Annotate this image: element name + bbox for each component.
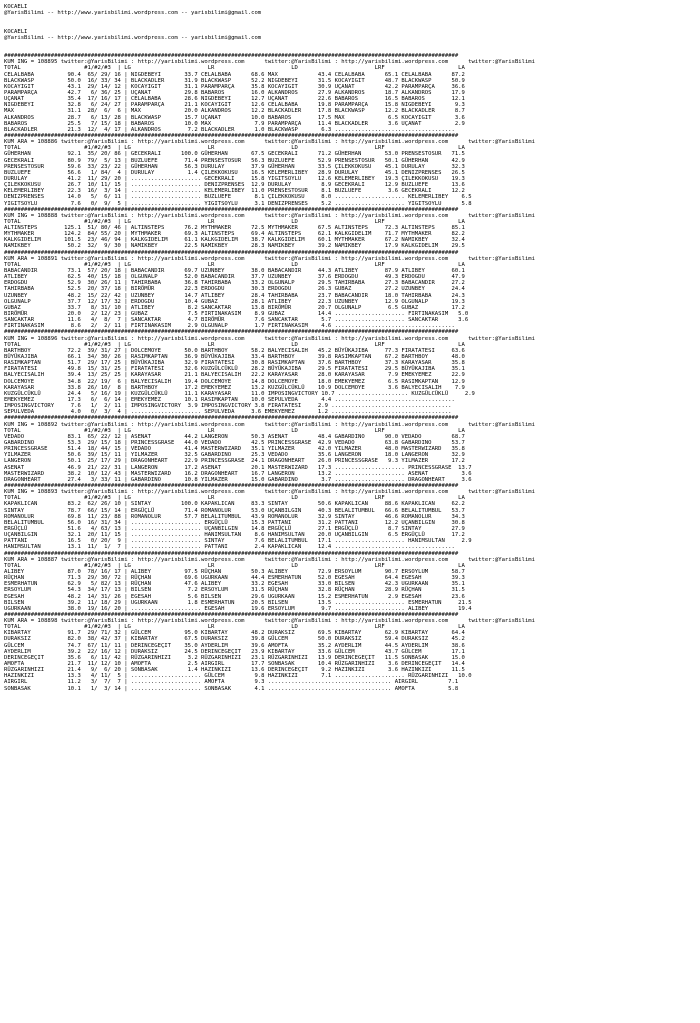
report-line: ######################################################################################################################################## <box>4 249 459 256</box>
report-line: @YarisBilimi -- http://www.yarisbilimi.wordpress.com -- yarisbilimi@gmail.com <box>4 34 262 41</box>
report-line: @YarisBilimi -- http://www.yarisbilimi.wordpress.com -- yarisbilimi@gmail.com <box>4 10 262 17</box>
report-line: KUM ING = 108892 twitter:@YarisBilimi : http://yarisbilimi.wordpress.com twitter:@YarisBilimi : http://yarisbilimi.wordpress.com twitter:@YarisBilimi <box>4 421 535 428</box>
report-line: ALKANDROS 28.7 6/ 13/ 28 | BLACKWASP 15.7 UÇANAT 10.0 BABAROS 17.5 MAX 6.5 KOCAYIGIT 3.6 <box>4 114 465 121</box>
report-line: AYDERLIM 39.2 22/ 16/ 12 | DURAKSIZ 24.5 DERINCEGEÇIT 23.9 KIBARTAY 33.6 GÜLCEM 43.7 GÜLCEM 17.1 <box>4 648 465 655</box>
report-line: DURAKSIZ 82.0 38/ 42/ 37 | KIBARTAY 67.5 DURAKSIZ 39.8 GÜLCEM 50.0 DURAKSIZ 59.4 DURAKSIZ 45.2 <box>4 636 465 643</box>
report-line: SANCAKTAR 11.6 4/ 8/ 7 | SANCAKTAR 4.7 BIRÖMÜR 7.6 SANCAKTAR 5.7 ..................... SANCAKTAR 3.6 <box>4 317 469 324</box>
report-line: KIBARTAY 91.7 29/ 71/ 32 | GÜLCEM 95.0 KIBARTAY 48.2 DURAKSIZ 69.5 KIBARTAY 62.9 KIBARTAY 64.4 <box>4 630 465 637</box>
report-line: SINTAY 78.7 66/ 15/ 14 | ERGÜÇLÜ 71.4 ROMANOLUR 53.0 UÇANBILGIN 40.3 BELALITUMBUL 66.6 BELALITUMBUL 53.7 <box>4 507 465 514</box>
report-line: ERDOGDU 52.9 30/ 26/ 11 | TAHIRBABA 36.8 TAHIRBABA 33.2 OLGUNALP 29.5 TAHIRBABA 27.3 BABACANDIR 27.2 <box>4 280 465 287</box>
report-line: ERGÜÇLÜ 51.6 4/ 63/ 13 | ..................... UÇANBILGIN 14.8 ERGÜÇLÜ 27.1 ERGÜÇLÜ 8.7 SINTAY 27.9 <box>4 525 465 532</box>
report-line: BABAROS 25.5 7/ 15/ 18 | BABAROS 10.0 MAX 7.9 PARAMPARÇA 11.4 BLACKADLER 3.6 UÇANAT 2.9 <box>4 120 465 127</box>
report-line: EGESAH 48.2 14/ 31/ 26 | EGESAH 5.6 BILSEN 29.6 UGURKAAN 15.2 ESMERHATUN 2.9 EGESAH 23.6 <box>4 593 465 600</box>
report-line: BELALITUMBUL 56.0 16/ 31/ 34 | ..................... ERGÜÇLÜ 15.3 PATTANI 31.2 PATTANI 12.2 UÇANBILGIN 30.8 <box>4 519 465 526</box>
report-line: KUM ARA = 108886 twitter:@YarisBilimi : http://yarisbilimi.wordpress.com twitter:@YarisBilimi : http://yarisbilimi.wordpress.com twitter:@YarisBilimi <box>4 139 535 146</box>
report-line: SONBASAK 10.1 1/ 3/ 14 | ..................... SONBASAK 4.1 ..................................... AMOFTA 5.8 <box>4 685 459 692</box>
report-line: TOTAL #1/#2/#3 | LG LR LD LRF LA <box>4 261 465 268</box>
report-line: KOCAYIGIT 43.1 29/ 14/ 12 | KOCAYIGIT 31.1 PARAMPARÇA 35.8 KOCAYIGIT 30.9 UÇANAT 42.2 PARAMPARÇA 36.6 <box>4 83 465 90</box>
report-line: KAPAKLICAN 83.2 62/ 26/ 10 | SINTAY 100.0 KAPAKLICAN 83.3 SINTAY 50.6 KAPAKLICAN 88.6 KAPAKLICAN 62.2 <box>4 501 465 508</box>
report-line: FIRATATESI 49.8 15/ 31/ 25 | FIRATATESI 32.6 KUZGÜLCÜKLÜ 28.2 BÜYÜKAJIBA 29.5 FIRATATESI 29.5 BÜYÜKAJIBA 35.1 <box>4 366 465 373</box>
report-line: TOTAL #1/#2/#3 | LG LR LD LRF LA <box>4 562 465 569</box>
report-line: DURULAY 41.2 11/ 29/ 20 | ..................... GECEKRALI 15.8 YIGITSOYLU 12.6 KELEMERLIBEY 19.3 ÇILEKKOKUSU 19.3 <box>4 175 465 182</box>
report-line: RÜÇHAN 71.3 29/ 30/ 72 | RÜÇHAN 69.6 UGURKAAN 44.4 ESMERHATUN 52.0 EGESAH 64.4 EGESAH 39.3 <box>4 575 465 582</box>
report-line: PRENSESTOSUR 59.6 33/ 23/ 22 | GÜHERHAN 56.3 DURULAY 37.9 GÜHERHAN 33.5 ÇILEKKOKUSU 45.1 DURULAY 32.3 <box>4 163 465 170</box>
report-line: MAX 31.1 28/ 6/ 6 | MAX 20.0 ALKANDROS 12.2 BLACKADLER 17.8 BLACKWASP 12.2 BLACKADLER 8.7 <box>4 108 465 115</box>
report-line: GÜLCEM 74.7 67/ 11/ 11 | DERINCEGEÇIT 35.0 AYDERLIM 39.6 AMOFTA 35.2 AYDERLIM 44.5 AYDERLIM 38.6 <box>4 642 465 649</box>
report-line: ALTINSTEPS 125.1 51/ 80/ 46 | ALTINSTEPS 76.2 MYTHMAKER 72.5 MYTHMAKER 67.5 ALTINSTEPS 72.3 ALTINSTEPS 85.1 <box>4 225 465 232</box>
report-line: YIGITSOYLU 7.6 0/ 9/ 5 | ..................... YIGITSOYLU 3.1 DENIZPRENSES 5.2 ..................... YIGITSOYLU 5.8 <box>4 200 472 207</box>
report-line: PATTANI 16.5 0/ 20/ 9 | ..................... SINTAY 7.6 BELALITUMBUL 17.1 ..................... HANIMSULTAN 2.9 <box>4 538 472 545</box>
report-line: ######################################################################################################################################## <box>4 482 459 489</box>
report-line: BUZLUEFE 56.6 1/ 84/ 4 | DURULAY 1.4 ÇILEKKOKUSU 16.5 KELEMERLIBEY 28.9 DURULAY 45.1 DENIZPRENSES 26.5 <box>4 169 465 176</box>
report-line: TOTAL #1/#2/#3 | LG LR LD LRF LA <box>4 495 465 502</box>
report-line: TOTAL #1/#2/#3 | LG LR LD LRF LA <box>4 624 465 631</box>
report-line: KUZGÜLCÜKLÜ 24.4 5/ 16/ 19 | KUZGÜLCÜKLÜ 11.1 KARAYASAR 11.0 IMPOSINGVICTORY 10.7 ..................... KUZGÜLCÜKLÜ 2.9 <box>4 390 475 397</box>
report-line: GUBAZ 33.7 8/ 31/ 10 | ATLIBEY 8.2 SANCAKTAR 13.8 BIRÖMÜR 20.7 OLGUNALP 6.5 GUBAZ 17.2 <box>4 304 465 311</box>
report-line: TAHIRBABA 52.5 20/ 37/ 18 | BIRÖMÜR 22.3 ERDOGDU 30.3 ERDOGDU 26.3 GUBAZ 27.2 UZUNBEY 24.4 <box>4 286 465 293</box>
report-line: KUM ARA = 108898 twitter:@YarisBilimi : http://yarisbilimi.wordpress.com twitter:@YarisBilimi : http://yarisbilimi.wordpress.com twitter:@YarisBilimi <box>4 618 535 625</box>
report-line: DOLCEMOYE 34.8 22/ 19/ 6 | BALYECISALIH 19.4 DOLCEMOYE 14.8 DOLCEMOYE 18.0 EMEKYEMEZ 6.5 RASIMKAPTAN 12.9 <box>4 378 465 385</box>
report-line: HANIMSULTAN 13.1 11/ 1/ 7 | ..................... PATTANI 2.4 KAPAKLICAN 12.4 .................................... <box>4 544 455 551</box>
report-line: IMPOSINGVICTORY 7.6 1/ 2/ 11 | IMPOSINGVICTORY 3.9 IMPOSINGVICTORY 3.8 FIRATATESI 2.9 .................................... <box>4 403 452 410</box>
report-line: KALKGIDELIM 101.5 23/ 46/ 94 | KALKGIDELIM 61.1 KALKGIDELIM 38.7 KALKGIDELIM 60.1 MYTHMAKER 67.2 NAMIKBEY 32.4 <box>4 237 465 244</box>
report-line: OLGUNALP 37.7 12/ 17/ 32 | ERDOGDU 10.4 GUBAZ 28.1 ATLIBEY 22.3 UZUNBEY 12.9 OLGUNALP 19.3 <box>4 298 465 305</box>
report-line: VEDADO 83.1 65/ 22/ 12 | ASENAT 44.2 LANGERON 50.3 ASENAT 48.4 GABARDINO 90.0 VEDADO 68.7 <box>4 433 465 440</box>
report-line: KUM ARA = 108887 twitter:@YarisBilimi : http://yarisbilimi.wordpress.com twitter:@YarisBilimi : http://yarisbilimi.wordpress.com twitter:@YarisBilimi <box>4 556 535 563</box>
report-line: KUM ARA = 108891 twitter:@YarisBilimi : http://yarisbilimi.wordpress.com twitter:@YarisBilimi : http://yarisbilimi.wordpress.com twitter:@YarisBilimi <box>4 255 535 262</box>
report-line: TOTAL #1/#2/#3 | LG LR LD LRF LA <box>4 341 465 348</box>
report-line: EMEKYEMEZ 17.3 6/ 6/ 14 | EMEKYEMEZ 10.1 RASIMKAPTAN 10.0 SEPULVEDA 4.4 .................................... <box>4 397 455 403</box>
report-line: LANGERON 50.1 25/ 17/ 29 | DRAGONHEART 22.9 PRINCESSGRASE 24.1 DRAGONHEART 26.0 PRINCESSGRASE 9.3 YILMAZER 17.2 <box>4 458 465 465</box>
report-line: MYTHMAKER 124.2 84/ 55/ 20 | MYTHMAKER 69.3 ALTINSTEPS 69.4 ALTINSTEPS 62.1 KALKGIDELIM 71.7 MYTHMAKER 82.2 <box>4 231 465 238</box>
report-line: YILMAZER 50.6 39/ 15/ 11 | YILMAZER 32.5 GABARDINO 25.3 VEDADO 35.6 LANGERON 18.0 LANGERON 32.9 <box>4 452 465 459</box>
report-line: BLACKADLER 21.3 12/ 4/ 17 | ALKANDROS 7.2 BLACKADLER 1.0 BLACKWASP 6.3 .................................... <box>4 126 455 133</box>
report-line: UZUNBEY 48.2 15/ 22/ 42 | UZUNBEY 14.7 ATLIBEY 28.4 TAHIRBABA 23.7 BABACANDIR 18.0 TAHIRBABA 24.3 <box>4 292 465 299</box>
report-line: KUM ING = 108895 twitter:@YarisBilimi : http://yarisbilimi.wordpress.com twitter:@YarisBilimi : http://yarisbilimi.wordpress.com twitter:@YarisBilimi <box>4 59 535 66</box>
report-line: BLACKWASP 50.0 16/ 33/ 34 | BLACKADLER 31.9 BLACKWASP 52.2 NIGDEBEYI 31.5 KOCAYIGIT 48.7 BLACKWASP 50.9 <box>4 77 465 84</box>
report-line: ######################################################################################################################################## <box>4 329 459 336</box>
report-line: GECEKRALI 80.9 79/ 5/ 13 | BUZLUEFE 71.4 PRENSESTOSUR 56.3 BUZLUEFE 52.9 PRENSESTOSUR 50.1 GÜHERHAN 42.9 <box>4 157 465 164</box>
report-line: RASIMKAPTAN 51.7 29/ 17/ 25 | BÜYÜKAJIBA 32.9 FIRATATESI 30.8 RASIMKAPTAN 37.6 BARTHBOY 37.3 KARAYASAR 35.8 <box>4 360 465 367</box>
report-line: AIRGIRL 11.2 3/ 7/ 7 | ..................... AMOFTA 9.3 ..................................... AIRGIRL 7.1 <box>4 679 459 686</box>
report-line: TOTAL #1/#2/#3 | LG LR LD LRF LA <box>4 218 465 225</box>
report-line: MASTERWIZARD 38.2 10/ 12/ 43 | MASTERWIZARD 16.2 DRAGONHEART 16.7 LANGERON 13.2 ..................... ASENAT 3.6 <box>4 470 472 477</box>
report-line: TOTAL #1/#2/#3 | LG LR LD LRF LA <box>4 145 465 152</box>
report-line: DERINCEGEÇIT 35.6 6/ 11/ 42 | RÜZGARINHIZI 3.2 RÜZGARINHIZI 23.1 RÜZGARINHIZI 13.9 DERINCEGEÇIT 11.5 SONBASAK 15.0 <box>4 654 465 661</box>
report-line: PARAMPARÇA 42.7 6/ 36/ 25 | UÇANAT 29.8 BABAROS 16.0 ALKANDROS 27.9 ALKANDROS 18.7 ALKANDROS 17.9 <box>4 89 465 96</box>
report-line: GÜHERHAN 92.1 35/ 20/ 86 | GECEKRALI 100.0 GÜHERHAN 67.5 GECEKRALI 71.2 GÜHERHAN 53.0 PRENSESTOSUR 71.5 <box>4 151 465 158</box>
report-line: RÜZGARINHIZI 21.4 9/ 6/ 20 | SONBASAK 1.4 HAZINKIZI 13.6 DERINCEGEÇIT 9.2 HAZINKIZI 3.6 HAZINKIZI 11.5 <box>4 667 465 674</box>
report-line: BARTHBOY 72.2 39/ 31/ 27 | DOLCEMOYE 50.0 BARTHBOY 58.2 BALYECISALIH 45.2 BÜYÜKAJIBA 77.3 FIRATATESI 63.6 <box>4 347 465 354</box>
report-line: ERSOYLUM 54.3 34/ 17/ 13 | BILSEN 7.2 ERSOYLUM 31.5 RÜÇHAN 32.8 RÜÇHAN 28.9 RÜÇHAN 31.5 <box>4 587 465 594</box>
report-line: HAZINKIZI 13.3 4/ 11/ 5 | ..................... GÜLCEM 9.8 HAZINKIZI 7.1 ..................... RÜZGARINHIZI 10.0 <box>4 673 472 680</box>
report-line: ÇILEKKOKUSU 26.7 10/ 11/ 15 | ..................... DENIZPRENSES 12.9 DURULAY 8.9 GECEKRALI 12.9 BUZLUEFE 13.6 <box>4 182 465 189</box>
report-line: GABARDINO 53.3 29/ 15/ 18 | PRINCESSGRASE 44.0 VEDADO 42.5 PRINCESSGRASE 42.9 VEDADO 63.8 GABARDINO 53.7 <box>4 439 465 446</box>
report-line: NAMIKBEY 50.2 32/ 9/ 30 | NAMIKBEY 22.5 NAMIKBEY 28.3 NAMIKBEY 39.2 NAMIKBEY 17.9 KALKGIDELIM 29.5 <box>4 243 465 250</box>
report-line: TOTAL #1/#2/#3 | LG LR LD LRF LA <box>4 427 465 434</box>
report-line: KELEMERLIBEY 22.3 16/ 3/ 14 | ..................... KELEMERLIBEY 11.0 PRENSESTOSUR 8.1 BUZLUEFE 3.6 GECEKRALI 12.2 <box>4 188 465 195</box>
report-line: CELALBABA 90.4 65/ 29/ 16 | NIGDEBEYI 33.7 CELALBABA 68.6 MAX 43.4 CELALBABA 65.1 CELALBABA 87.2 <box>4 71 465 78</box>
report-line: KOCAELI <box>4 4 28 10</box>
report-line: ASENAT 46.9 21/ 22/ 31 | LANGERON 17.2 ASENAT 20.1 MASTERWIZARD 17.3 ..................... PRINCESSGRASE 13.7 <box>4 464 472 471</box>
report-line: KUM ING = 108896 twitter:@YarisBilimi : http://yarisbilimi.wordpress.com twitter:@YarisBilimi : http://yarisbilimi.wordpress.com twitter:@YarisBilimi <box>4 335 535 342</box>
report-line: ######################################################################################################################################## <box>4 53 459 60</box>
report-line: KOCAELI <box>4 28 28 35</box>
report-line: DRAGONHEART 27.4 3/ 33/ 11 | GABARDINO 10.8 YILMAZER 15.0 GABARDINO 3.7 ..................... DRAGONHEART 3.6 <box>4 476 472 483</box>
report-line: BABACANDIR 73.1 57/ 20/ 18 | BABACANDIR 69.7 UZUNBEY 38.0 BABACANDIR 44.3 ATLIBEY 87.9 ATLIBEY 60.1 <box>4 268 465 275</box>
report-line: KUM ING = 108893 twitter:@YarisBilimi : http://yarisbilimi.wordpress.com twitter:@YarisBilimi : http://yarisbilimi.wordpress.com twitter:@YarisBilimi <box>4 489 535 496</box>
report-line: FIRTINAKASIM 8.6 2/ 2/ 11 | FIRTINAKASIM 2.9 OLGUNALP 1.7 FIRTINAKASIM 4.6 .................................... <box>4 323 455 330</box>
report-line: BALYECISALIH 39.4 13/ 25/ 25 | KARAYASAR 21.1 BALYECISALIH 22.2 KARAYASAR 28.0 KARAYASAR 7.9 EMEKYEMEZ 22.9 <box>4 372 465 379</box>
report-line: DENIZPRENSES 14.0 5/ 6/ 11 | ..................... BUZLUEFE 8.1 ÇILEKKOKUSU 8.0 ..................... KELEMERLIBEY 6.5 <box>4 194 472 201</box>
report-line: SEPULVEDA 4.0 0/ 3/ 4 | ..................... SEPULVEDA 3.6 EMEKYEMEZ 1.2 .................................... <box>4 409 452 416</box>
report-line: TOTAL #1/#2/#3 | LG LR LD LRF LA <box>4 65 465 72</box>
report-line: BÜYÜKAJIBA 66.1 34/ 30/ 26 | RASIMKAPTAN 36.9 BÜYÜKAJIBA 33.4 BARTHBOY 39.8 RASIMKAPTAN 67.2 BARTHBOY 48.0 <box>4 354 465 361</box>
report-line: BIRÖMÜR 20.0 2/ 12/ 23 | GUBAZ 7.5 FIRTINAKASIM 8.9 GUBAZ 14.4 ..................... FIRTINAKASIM 5.0 <box>4 311 469 318</box>
report-line: ATLIBEY 62.5 40/ 15/ 18 | OLGUNALP 52.0 BABACANDIR 37.7 UZUNBEY 37.6 ERDOGDU 49.3 ERDOGDU 47.9 <box>4 274 465 281</box>
report-line: NIGDEBEYI 32.8 6/ 24/ 27 | PARAMPARÇA 21.1 KOCAYIGIT 12.6 CELALBABA 19.8 PARAMPARÇA 15.8 NIGDEBEYI 9.3 <box>4 102 465 109</box>
report-line: ######################################################################################################################################## <box>4 550 459 557</box>
report-line: UGURKAAN 38.0 19/ 16/ 20 | ..................... EGESAH 19.6 ERSOYLUM 9.7 ..................... ALIBEY 19.4 <box>4 605 472 612</box>
report-line: KARAYASAR 33.8 26/ 10/ 8 | BARTHBOY 17.2 EMEKYEMEZ 13.2 KUZGÜLCÜKLÜ 10.9 DOLCEMOYE 3.6 BALYECISALIH 7.9 <box>4 384 465 391</box>
report-line: ROMANOLUR 69.8 11/ 23/ 88 | ROMANOLUR 57.7 BELALITUMBUL 43.9 ROMANOLUR 32.9 SINTAY 46.6 ROMANOLUR 34.3 <box>4 513 465 520</box>
report-line: ######################################################################################################################################## <box>4 415 459 422</box>
report-line: ALIBEY 87.0 78/ 16/ 17 | ALIBEY 97.5 RÜÇHAN 50.3 ALIBEY 72.9 ERSOYLUM 90.7 ERSOYLUM 58.7 <box>4 568 465 575</box>
report-line: AMOFTA 21.7 11/ 12/ 10 | AMOFTA 2.5 AIRGIRL 17.7 SONBASAK 10.4 RÜZGARINHIZI 3.6 DERINCEGEÇIT 14.4 <box>4 661 465 668</box>
report-line: BILSEN 39.2 11/ 18/ 29 | UGURKAAN 1.8 ESMERHATUN 20.5 BILSEN 13.5 ..................... ESMERHATUN 21.5 <box>4 599 472 606</box>
report-line: KUM ING = 108888 twitter:@YarisBilimi : http://yarisbilimi.wordpress.com twitter:@YarisBilimi : http://yarisbilimi.wordpress.com twitter:@YarisBilimi <box>4 212 535 219</box>
report-line: ######################################################################################################################################## <box>4 206 459 213</box>
report-line: ######################################################################################################################################## <box>4 611 459 618</box>
report-line: PRINCESSGRASE 51.4 18/ 44/ 15 | VEDADO 41.4 MASTERWIZARD 35.1 YILMAZER 42.0 YILMAZER 48.0 MASTERWIZARD 35.8 <box>4 446 465 453</box>
report-line: ######################################################################################################################################## <box>4 132 459 139</box>
report-line: ESMERHATUN 62.9 5/ 82/ 13 | RÜÇHAN 47.6 ALIBEY 33.2 EGESAH 33.0 BILSEN 42.3 UGURKAAN 35.1 <box>4 581 465 588</box>
report-line: UÇANBILGIN 32.1 20/ 11/ 15 | ..................... HANIMSULTAN 8.6 HANIMSULTAN 20.0 UÇANBILGIN 6.5 ERGÜÇLÜ 17.2 <box>4 532 465 539</box>
report-line: UÇANAT 35.4 17/ 16/ 17 | CELALBABA 28.6 NIGDEBEYI 12.7 UÇANAT 22.6 BABAROS 16.5 BABAROS 12.1 <box>4 96 465 103</box>
